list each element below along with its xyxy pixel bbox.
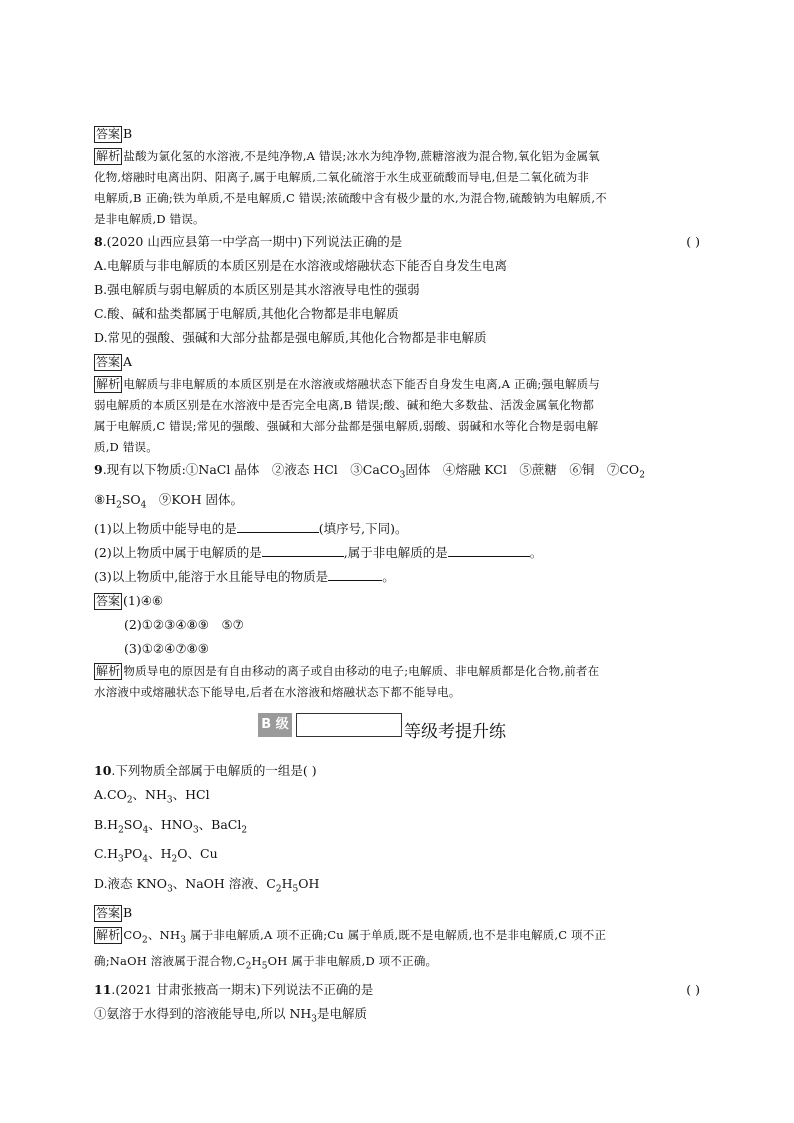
option-text: D.液态 KNO xyxy=(94,875,168,891)
q8-analysis-line: 属于电解质,C 错误;常见的强酸、强碱和大部分盐都是强电解质,弱酸、弱碱和水等化合物是弱电解 xyxy=(94,419,599,433)
q9-part-text: (填序号,下同)。 xyxy=(318,521,408,536)
answer-tag: 答案 xyxy=(96,127,121,141)
subscript: 3 xyxy=(192,825,199,835)
fill-blank[interactable] xyxy=(262,542,344,557)
q9-part-text: ,属于非电解质的是 xyxy=(343,545,448,560)
q9-stem-text: ⑧H xyxy=(94,491,117,507)
q8-stem xyxy=(94,230,700,254)
q9-stem-line2 xyxy=(94,488,700,518)
option-text: OH xyxy=(298,875,320,891)
subscript: 5 xyxy=(292,884,299,894)
item-text: 是电解质 xyxy=(317,1005,368,1021)
analysis-text: CO xyxy=(123,928,143,942)
subscript: 2 xyxy=(275,884,282,894)
q9-part-text: (3)以上物质中,能溶于水且能导电的物质是 xyxy=(94,569,329,584)
q10-answer-value: B xyxy=(123,905,133,920)
option-text: 、HNO xyxy=(148,816,193,832)
q11-stem xyxy=(94,978,700,1002)
subscript: 3 xyxy=(166,795,173,806)
q9-part-1 xyxy=(94,517,700,541)
q10-option-d xyxy=(94,872,700,902)
answer-tag: 答案 xyxy=(96,355,121,369)
subscript: 3 xyxy=(118,854,124,865)
q8-answer-blank: ( ) xyxy=(686,234,700,249)
q8-analysis-line: 电解质与非电解质的本质区别是在水溶液或熔融状态下能否自身发生电离,A 正确;强电解质与 xyxy=(123,377,600,391)
q11-stem-text: .(2021 甘肃张掖高一期末)下列说法不正确的是 xyxy=(111,981,374,997)
option-text: 、NH xyxy=(132,787,167,802)
q8-analysis xyxy=(94,374,700,458)
subscript: 4 xyxy=(142,854,149,865)
answer-tag: 答案 xyxy=(96,594,121,608)
q8-analysis-line: 弱电解质的本质区别是在水溶液中是否完全电离,B 错误;酸、碱和绝大多数盐、活泼金属氧化物都 xyxy=(94,398,595,412)
option-text: H xyxy=(281,875,293,891)
option-text: 、NaOH 溶液、C xyxy=(172,875,276,891)
subscript: 5 xyxy=(261,961,268,972)
q7-analysis-line: 是非电解质,D 错误。 xyxy=(94,212,205,226)
item-text: ①氨溶于水得到的溶液能导电,所以 NH xyxy=(94,1005,312,1021)
q9-stem xyxy=(94,458,700,488)
option-text: O、Cu xyxy=(177,846,218,861)
level-box xyxy=(296,713,402,737)
q9-analysis xyxy=(94,661,700,703)
q9-part-text: 。 xyxy=(382,569,395,584)
q9-stem-text: ⑨KOH 固体。 xyxy=(146,491,244,507)
q7-analysis-line: 化物,熔融时电离出阴、阳离子,属于电解质,二氧化硫溶于水生成亚硫酸而导电,但是二氧化硫为非 xyxy=(94,170,590,184)
q10-analysis xyxy=(94,925,700,978)
q8-option-d: D.常见的强酸、强碱和大部分盐都是强电解质,其他化合物都是非电解质 xyxy=(94,330,487,345)
analysis-tag: 解析 xyxy=(96,664,121,678)
subscript: 2 xyxy=(118,825,124,835)
subscript: 2 xyxy=(142,935,148,946)
q9-stem-text: 固体 ④熔融 KCl ⑤蔗糖 ⑥铜 ⑦CO xyxy=(405,462,640,477)
q8-answer xyxy=(94,350,700,374)
subscript: 2 xyxy=(116,500,122,510)
q8-option-a: A.电解质与非电解质的本质区别是在水溶液或熔融状态下能否自身发生电离 xyxy=(94,258,508,273)
q8-answer-value: A xyxy=(123,354,133,369)
subscript: 3 xyxy=(180,935,187,946)
level-title: 等级考提升练 xyxy=(404,722,506,742)
option-text: C.H xyxy=(94,846,118,861)
q9-answer-value: (2)①②③④⑧⑨ ⑤⑦ xyxy=(124,617,244,632)
option-text: A.CO xyxy=(94,787,127,802)
q8-number: 8 xyxy=(94,234,103,249)
option-text: 、BaCl xyxy=(198,816,242,832)
q7-analysis xyxy=(94,146,700,230)
subscript: 2 xyxy=(241,825,248,835)
analysis-text: 确;NaOH 溶液属于混合物,C xyxy=(94,954,246,969)
level-badge: B 级 xyxy=(258,713,292,737)
subscript: 2 xyxy=(639,470,645,481)
q9-stem-text: SO xyxy=(121,491,141,507)
subscript: 2 xyxy=(245,961,252,972)
fill-blank[interactable] xyxy=(328,566,382,581)
q9-part-text: (2)以上物质中属于电解质的是 xyxy=(94,545,262,560)
q9-answer-value: (3)①②④⑦⑧⑨ xyxy=(124,641,209,656)
q10-answer xyxy=(94,901,700,925)
analysis-text: OH 属于非电解质,D 项不正确。 xyxy=(267,954,438,969)
q9-answer xyxy=(94,589,700,613)
option-text: 、H xyxy=(148,846,172,861)
fill-blank[interactable] xyxy=(448,542,530,557)
q11-item-1 xyxy=(94,1002,700,1032)
q9-part-text: (1)以上物质中能导电的是 xyxy=(94,521,237,536)
subscript: 4 xyxy=(140,500,147,510)
analysis-tag: 解析 xyxy=(96,149,121,163)
q10-option-b xyxy=(94,813,700,843)
option-text: 、HCl xyxy=(172,787,210,802)
answer-tag: 答案 xyxy=(96,906,121,920)
q11-number: 11 xyxy=(94,981,112,997)
q7-analysis-line: 电解质,B 正确;铁为单质,不是电解质,C 错误;浓硫酸中含有极少量的水,为混合物,硫酸钠为电解质,不 xyxy=(94,191,607,205)
q9-part-2 xyxy=(94,541,700,565)
q10-option-a xyxy=(94,783,700,813)
q10-number: 10 xyxy=(94,763,112,778)
q9-answer-value: (1)④⑥ xyxy=(123,593,164,608)
q10-stem-text: .下列物质全部属于电解质的一组是( ) xyxy=(111,763,317,778)
q7-answer xyxy=(94,122,700,146)
q9-part-text: 。 xyxy=(529,545,543,560)
subscript: 3 xyxy=(167,884,173,894)
subscript: 3 xyxy=(399,470,406,481)
q8-option-c: C.酸、碱和盐类都属于电解质,其他化合物都是非电解质 xyxy=(94,306,399,321)
q9-analysis-line: 物质导电的原因是有自由移动的离子或自由移动的电子;电解质、非电解质都是化合物,前者在 xyxy=(123,664,600,678)
analysis-tag: 解析 xyxy=(96,928,121,942)
q9-analysis-line: 水溶液中或熔融状态下能导电,后者在水溶液和熔融状态下都不能导电。 xyxy=(94,685,461,699)
q9-number: 9 xyxy=(94,462,103,477)
level-banner xyxy=(94,709,700,749)
analysis-text: H xyxy=(251,954,262,969)
q8-option-b: B.强电解质与弱电解质的本质区别是其水溶液导电性的强弱 xyxy=(94,282,420,297)
q8-analysis-line: 质,D 错误。 xyxy=(94,440,158,454)
analysis-text: 属于非电解质,A 项不正确;Cu 属于单质,既不是电解质,也不是非电解质,C 项不正 xyxy=(186,928,607,942)
subscript: 3 xyxy=(311,1014,318,1025)
q7-answer-value: B xyxy=(123,126,133,141)
subscript: 2 xyxy=(171,854,178,865)
subscript: 4 xyxy=(142,825,149,835)
subscript: 2 xyxy=(126,795,133,806)
document-page xyxy=(94,122,700,1031)
analysis-text: 、NH xyxy=(147,928,181,942)
q8-stem-text: .(2020 山西应县第一中学高一期中)下列说法正确的是 xyxy=(102,234,403,249)
q11-answer-blank: ( ) xyxy=(686,981,700,997)
option-text: B.H xyxy=(94,816,119,832)
option-text: SO xyxy=(123,816,143,832)
fill-blank[interactable] xyxy=(237,518,319,533)
analysis-tag: 解析 xyxy=(96,377,121,391)
q7-analysis-line: 盐酸为氯化氢的水溶液,不是纯净物,A 错误;冰水为纯净物,蔗糖溶液为混合物,氧化铝为金属氧 xyxy=(123,149,600,163)
q10-option-c xyxy=(94,842,700,872)
q10-stem xyxy=(94,759,700,783)
q9-stem-text: .现有以下物质:①NaCl 晶体 ②液态 HCl ③CaCO xyxy=(102,462,400,477)
q9-part-3 xyxy=(94,565,700,589)
option-text: PO xyxy=(123,846,143,861)
